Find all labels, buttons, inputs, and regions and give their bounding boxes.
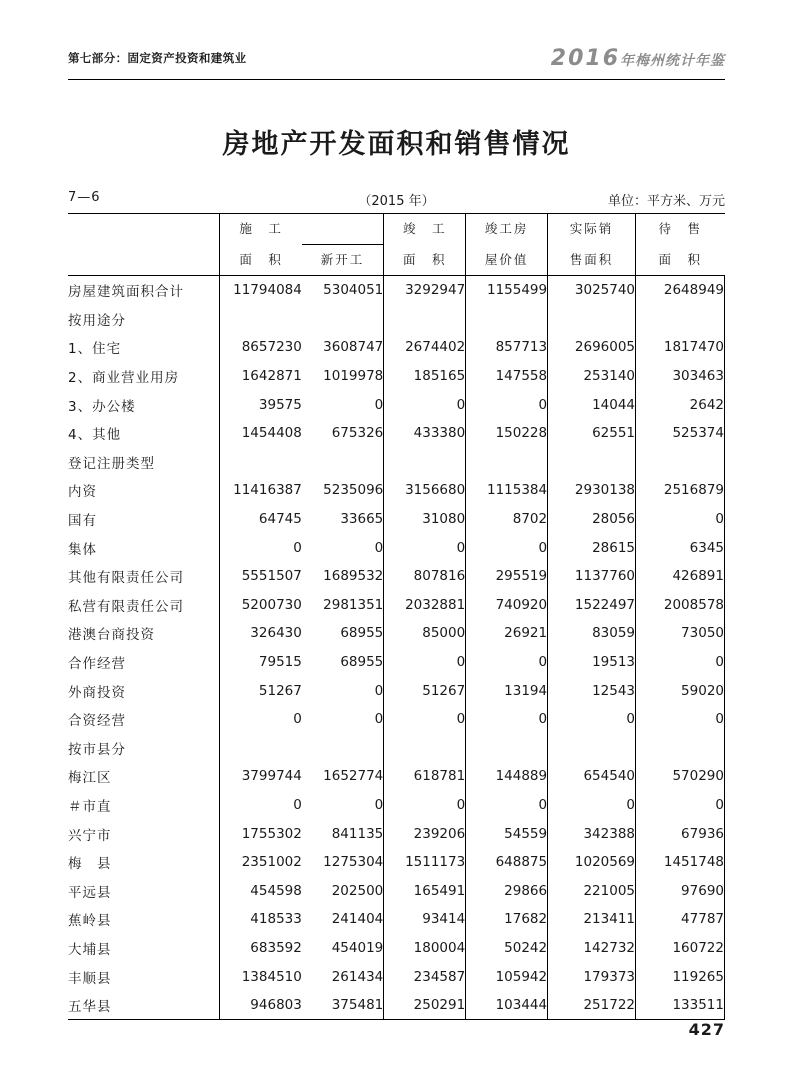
row-value: 253140: [548, 362, 636, 391]
row-value: 426891: [636, 562, 725, 591]
row-value: 1451748: [636, 848, 725, 877]
table-row: [68, 905, 725, 934]
row-value: 29866: [466, 876, 548, 905]
row-value: 54559: [466, 819, 548, 848]
row-label: 合作经营: [68, 656, 126, 673]
row-value: 180004: [384, 934, 466, 963]
row-value: 26921: [466, 619, 548, 648]
row-value: [636, 448, 725, 477]
row-label: 集体: [68, 541, 97, 558]
row-value: 221005: [548, 876, 636, 905]
column-header-new-start-top: [302, 214, 384, 245]
row-label: 4、其他: [68, 427, 122, 444]
row-value: 12543: [548, 676, 636, 705]
table-code: 7—6: [68, 190, 101, 205]
table-row: [68, 934, 725, 963]
row-value: 2696005: [548, 333, 636, 362]
row-value: [220, 305, 302, 334]
row-value: 1642871: [220, 362, 302, 391]
row-label: 按市县分: [68, 741, 126, 758]
row-value: 2930138: [548, 476, 636, 505]
row-value: 857713: [466, 333, 548, 362]
row-value: 0: [374, 796, 384, 813]
header-brand-subtitle: 年梅州统计年鉴: [620, 53, 725, 69]
table-row: [68, 591, 725, 620]
column-header-completed-area-l1: 竣 工: [384, 214, 466, 245]
row-value: 85000: [384, 619, 466, 648]
row-value: 0: [374, 396, 384, 413]
row-value: 5551507: [220, 562, 302, 591]
table-row: [68, 848, 725, 877]
row-value: 0: [466, 705, 548, 734]
row-value: 295519: [466, 562, 548, 591]
row-value: 3292947: [384, 276, 466, 305]
row-value: [548, 734, 636, 763]
row-value: 5235096: [323, 482, 384, 499]
row-value: 1019978: [323, 368, 384, 385]
row-value: 33665: [340, 511, 384, 528]
header-corner-cell-2: [68, 245, 220, 276]
row-value: 418533: [220, 905, 302, 934]
row-value: 2351002: [220, 848, 302, 877]
row-label: 平远县: [68, 884, 112, 901]
row-label: 梅江区: [68, 770, 112, 787]
table-row: [68, 476, 725, 505]
row-value: 0: [374, 711, 384, 728]
row-value: 2642: [636, 390, 725, 419]
row-value: 165491: [384, 876, 466, 905]
row-value: 0: [466, 533, 548, 562]
row-value: 1020569: [548, 848, 636, 877]
row-value: [636, 305, 725, 334]
row-value: 6345: [636, 533, 725, 562]
row-value: [302, 448, 384, 477]
row-value: 250291: [384, 991, 466, 1020]
row-value: 28615: [548, 533, 636, 562]
table-row: [68, 533, 725, 562]
row-value: 17682: [466, 905, 548, 934]
page-title: 房地产开发面积和销售情况: [222, 129, 571, 160]
row-value: 103444: [466, 991, 548, 1020]
row-value: [384, 305, 466, 334]
row-value: 64745: [220, 505, 302, 534]
row-value: 234587: [384, 962, 466, 991]
row-value: 251722: [548, 991, 636, 1020]
table-row: [68, 448, 725, 477]
row-value: 185165: [384, 362, 466, 391]
row-value: 261434: [331, 968, 384, 985]
row-value: 150228: [466, 419, 548, 448]
row-value: 454598: [220, 876, 302, 905]
row-value: 11416387: [220, 476, 302, 505]
table-header-row-1: [68, 214, 725, 245]
column-header-under-construction-area-l2: 面 积: [220, 245, 302, 276]
row-label: 丰顺县: [68, 970, 112, 987]
row-value: 807816: [384, 562, 466, 591]
row-value: 39575: [220, 390, 302, 419]
row-value: 0: [466, 791, 548, 820]
row-value: 1689532: [323, 568, 384, 585]
row-value: 28056: [548, 505, 636, 534]
row-value: 303463: [636, 362, 725, 391]
row-value: 0: [220, 705, 302, 734]
row-value: 97690: [636, 876, 725, 905]
table-row: [68, 362, 725, 391]
row-value: [548, 305, 636, 334]
row-value: 2674402: [384, 333, 466, 362]
row-value: 1454408: [220, 419, 302, 448]
row-value: 73050: [636, 619, 725, 648]
header-corner-cell: [68, 214, 220, 245]
table-meta-line: [68, 190, 725, 208]
row-label: 其他有限责任公司: [68, 570, 184, 587]
row-value: [384, 448, 466, 477]
row-value: 5304051: [323, 282, 384, 299]
row-value: 1755302: [220, 819, 302, 848]
row-value: [302, 734, 384, 763]
row-value: 68955: [340, 625, 384, 642]
column-header-completed-value-l1: 竣工房: [466, 214, 548, 245]
row-value: [636, 734, 725, 763]
row-value: 0: [466, 390, 548, 419]
table-row: [68, 419, 725, 448]
row-label: 五华县: [68, 991, 220, 1020]
row-value: 454019: [331, 939, 384, 956]
table-row: [68, 762, 725, 791]
row-value: 433380: [384, 419, 466, 448]
row-value: [220, 448, 302, 477]
row-value: 0: [384, 390, 466, 419]
row-value: [466, 448, 548, 477]
row-value: 1522497: [548, 591, 636, 620]
row-label: 2、商业营业用房: [68, 370, 180, 387]
table-row: [68, 333, 725, 362]
row-value: 11794084: [220, 276, 302, 305]
row-value: 0: [220, 791, 302, 820]
row-value: 59020: [636, 676, 725, 705]
row-label: 按用途分: [68, 312, 126, 329]
row-label: 梅 县: [68, 856, 112, 873]
row-value: 2032881: [384, 591, 466, 620]
column-header-completed-area-l2: 面 积: [384, 245, 466, 276]
row-value: 147558: [466, 362, 548, 391]
row-value: [302, 305, 384, 334]
table-row: [68, 648, 725, 677]
row-label: 兴宁市: [68, 827, 112, 844]
table-unit: 单位：平方米、万元: [607, 194, 725, 209]
table-row: [68, 734, 725, 763]
table-row: [68, 819, 725, 848]
row-value: 683592: [220, 934, 302, 963]
row-value: 19513: [548, 648, 636, 677]
row-value: 93414: [384, 905, 466, 934]
row-value: 1384510: [220, 962, 302, 991]
row-value: 31080: [384, 505, 466, 534]
row-value: 1817470: [636, 333, 725, 362]
row-label: 私营有限责任公司: [68, 598, 184, 615]
table-row: [68, 305, 725, 334]
table-row: [68, 676, 725, 705]
row-value: 0: [374, 539, 384, 556]
row-label: 3、办公楼: [68, 398, 136, 415]
column-header-pending-sale-l2: 面 积: [636, 245, 725, 276]
row-value: 2648949: [636, 276, 725, 305]
row-value: 570290: [636, 762, 725, 791]
row-value: 0: [466, 648, 548, 677]
row-value: 648875: [466, 848, 548, 877]
row-value: 50242: [466, 934, 548, 963]
table-row: [68, 619, 725, 648]
row-value: 0: [548, 791, 636, 820]
column-header-actual-sold-l1: 实际销: [548, 214, 636, 245]
table-row: [68, 390, 725, 419]
row-value: 0: [384, 705, 466, 734]
row-value: 841135: [331, 825, 384, 842]
row-value: 0: [548, 705, 636, 734]
row-value: 2008578: [636, 591, 725, 620]
row-value: 51267: [384, 676, 466, 705]
row-label: 国有: [68, 513, 97, 530]
row-value: [466, 734, 548, 763]
row-value: 0: [636, 505, 725, 534]
row-label: 合资经营: [68, 713, 126, 730]
row-value: 8702: [466, 505, 548, 534]
row-value: 68955: [340, 654, 384, 671]
row-label: ＃市直: [68, 798, 112, 815]
row-value: 3608747: [323, 339, 384, 356]
row-value: 2981351: [323, 596, 384, 613]
table-year: （2015 年）: [358, 194, 435, 209]
row-value: 0: [374, 682, 384, 699]
row-value: 119265: [636, 962, 725, 991]
row-value: 8657230: [220, 333, 302, 362]
row-label: 蕉岭县: [68, 913, 112, 930]
row-value: 0: [384, 533, 466, 562]
row-label: 1、住宅: [68, 341, 122, 358]
column-header-pending-sale-l1: 待 售: [636, 214, 725, 245]
row-value: 0: [636, 705, 725, 734]
row-value: 3025740: [548, 276, 636, 305]
row-value: 0: [384, 648, 466, 677]
page-header: [68, 46, 725, 76]
row-label: 内资: [68, 484, 97, 501]
row-value: 83059: [548, 619, 636, 648]
row-value: 47787: [636, 905, 725, 934]
row-value: 241404: [331, 911, 384, 928]
row-value: [466, 305, 548, 334]
row-value: 1155499: [466, 276, 548, 305]
row-value: 179373: [548, 962, 636, 991]
row-label: 大埔县: [68, 941, 112, 958]
row-value: 3156680: [384, 476, 466, 505]
row-value: 1275304: [323, 854, 384, 871]
table-row: [68, 562, 725, 591]
row-value: [548, 448, 636, 477]
row-value: 1115384: [466, 476, 548, 505]
table-row: [68, 276, 725, 305]
row-value: 105942: [466, 962, 548, 991]
row-value: 51267: [220, 676, 302, 705]
row-value: 142732: [548, 934, 636, 963]
row-value: 740920: [466, 591, 548, 620]
header-section-label: 第七部分：固定资产投资和建筑业: [68, 51, 247, 65]
row-value: 2516879: [636, 476, 725, 505]
row-value: 160722: [636, 934, 725, 963]
row-label: 登记注册类型: [68, 455, 155, 472]
header-brand-year: 2016: [550, 46, 620, 71]
row-label: 房屋建筑面积合计: [68, 284, 184, 301]
row-value: 5200730: [220, 591, 302, 620]
row-value: 1511173: [384, 848, 466, 877]
table-body: [68, 276, 725, 1020]
row-value: 13194: [466, 676, 548, 705]
row-value: 0: [636, 791, 725, 820]
table-header-row-2: [68, 245, 725, 276]
row-value: 0: [636, 648, 725, 677]
row-value: 202500: [331, 882, 384, 899]
row-value: 62551: [548, 419, 636, 448]
row-value: 0: [220, 533, 302, 562]
table-row: [68, 505, 725, 534]
row-value: 1137760: [548, 562, 636, 591]
row-value: 239206: [384, 819, 466, 848]
row-value: 946803: [220, 991, 302, 1020]
row-value: 133511: [636, 991, 725, 1020]
row-value: 3799744: [220, 762, 302, 791]
column-header-new-start: 新开工: [302, 245, 384, 276]
row-value: 375481: [302, 991, 384, 1020]
row-value: 1652774: [323, 768, 384, 785]
row-value: 342388: [548, 819, 636, 848]
table-container: [68, 213, 725, 1020]
row-value: 654540: [548, 762, 636, 791]
row-value: 0: [384, 791, 466, 820]
table-row: [68, 705, 725, 734]
row-value: 618781: [384, 762, 466, 791]
header-yearbook-brand: [551, 46, 725, 71]
row-value: 675326: [331, 425, 384, 442]
real-estate-table: [68, 213, 725, 1020]
row-label: 外商投资: [68, 684, 126, 701]
row-value: 144889: [466, 762, 548, 791]
row-value: [384, 734, 466, 763]
table-row: [68, 876, 725, 905]
row-value: 79515: [220, 648, 302, 677]
column-header-actual-sold-l2: 售面积: [548, 245, 636, 276]
row-value: 14044: [548, 390, 636, 419]
row-value: 213411: [548, 905, 636, 934]
row-value: 326430: [220, 619, 302, 648]
row-value: 67936: [636, 819, 725, 848]
table-row: [68, 962, 725, 991]
page-number: 427: [688, 1020, 725, 1039]
header-divider: [68, 79, 725, 80]
table-row: [68, 991, 725, 1020]
table-row: [68, 791, 725, 820]
row-value: 525374: [636, 419, 725, 448]
column-header-completed-value-l2: 屋价值: [466, 245, 548, 276]
row-value: [220, 734, 302, 763]
column-header-under-construction-area: 施 工: [220, 214, 302, 245]
row-label: 港澳台商投资: [68, 627, 155, 644]
